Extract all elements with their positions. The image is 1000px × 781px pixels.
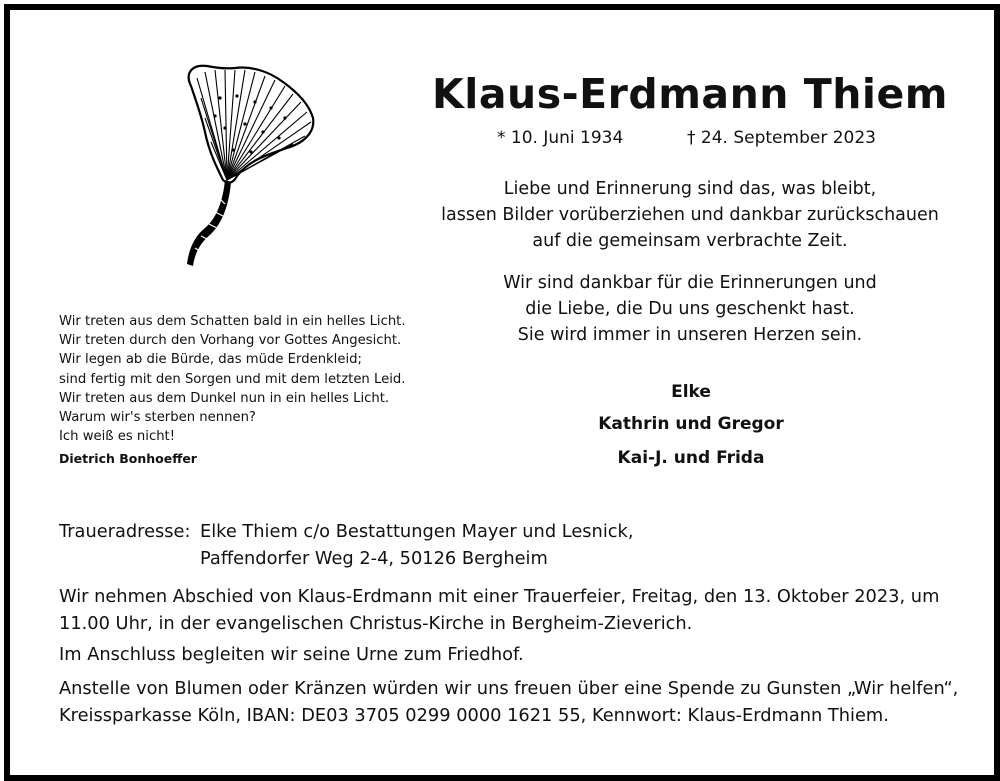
poem bbox=[59, 312, 406, 446]
ginkgo-leaf-icon bbox=[165, 58, 315, 273]
verse-line: Sie wird immer in unseren Herzen sein. bbox=[517, 325, 863, 345]
poem-line: Wir treten aus dem Schatten bald in ein helles Licht. bbox=[59, 314, 406, 329]
verse-line: Wir sind dankbar für die Erinnerungen und bbox=[503, 273, 877, 293]
verse-line: Liebe und Erinnerung sind das, was bleibt, bbox=[503, 179, 877, 199]
address-line-2: Paffendorfer Weg 2-4, 50126 Bergheim bbox=[200, 548, 548, 569]
verse-line: lassen Bilder vorüberziehen und dankbar zurückschauen bbox=[441, 205, 939, 225]
donation-paragraph bbox=[59, 675, 959, 729]
poem-line: Wir legen ab die Bürde, das müde Erdenkleid; bbox=[59, 352, 362, 368]
paragraph-line: 11.00 Uhr, in der evangelischen Christus-Kirche in Bergheim-Zieverich. bbox=[59, 613, 693, 634]
mourner-name: Elke bbox=[671, 382, 711, 402]
mourner-name: Kathrin und Gregor bbox=[598, 414, 784, 434]
poem-author: Dietrich Bonhoeffer bbox=[59, 451, 197, 466]
paragraph-line: Anstelle von Blumen oder Kränzen würden wir uns freuen über eine Spende zu Gunsten „Wir helfen“, bbox=[59, 678, 959, 699]
funeral-service-paragraph bbox=[59, 583, 949, 637]
burial-paragraph bbox=[59, 641, 949, 668]
mourner-name: Kai-J. und Frida bbox=[617, 448, 765, 468]
deceased-name: Klaus-Erdmann Thiem bbox=[432, 70, 948, 118]
death-date: † 24. September 2023 bbox=[687, 128, 876, 148]
verse-line: die Liebe, die Du uns geschenkt hast. bbox=[525, 299, 855, 319]
poem-line: Wir treten durch den Vorhang vor Gottes Angesicht. bbox=[59, 333, 402, 349]
poem-line: Wir treten aus dem Dunkel nun in ein helles Licht. bbox=[59, 390, 390, 406]
poem-line: Warum wir's sterben nennen? bbox=[59, 410, 256, 426]
poem-line: sind fertig mit den Sorgen und mit dem letzten Leid. bbox=[59, 371, 406, 387]
paragraph-line: Kreissparkasse Köln, IBAN: DE03 3705 0299 0000 1621 55, Kennwort: Klaus-Erdmann Thiem. bbox=[59, 705, 889, 726]
memorial-verse-2 bbox=[430, 270, 950, 348]
birth-date: * 10. Juni 1934 bbox=[497, 128, 624, 148]
verse-line: auf die gemeinsam verbrachte Zeit. bbox=[532, 231, 848, 251]
poem-line: Ich weiß es nicht! bbox=[59, 429, 176, 445]
memorial-verse-1 bbox=[430, 176, 950, 254]
address-label: Traueradresse: bbox=[59, 521, 191, 542]
paragraph-line: Wir nehmen Abschied von Klaus-Erdmann mit einer Trauerfeier, Freitag, den 13. Oktober 2023, um bbox=[59, 586, 940, 607]
address-line-1: Elke Thiem c/o Bestattungen Mayer und Lesnick, bbox=[200, 521, 634, 542]
life-dates bbox=[497, 128, 876, 148]
paragraph-line: Im Anschluss begleiten wir seine Urne zum Friedhof. bbox=[59, 644, 524, 665]
